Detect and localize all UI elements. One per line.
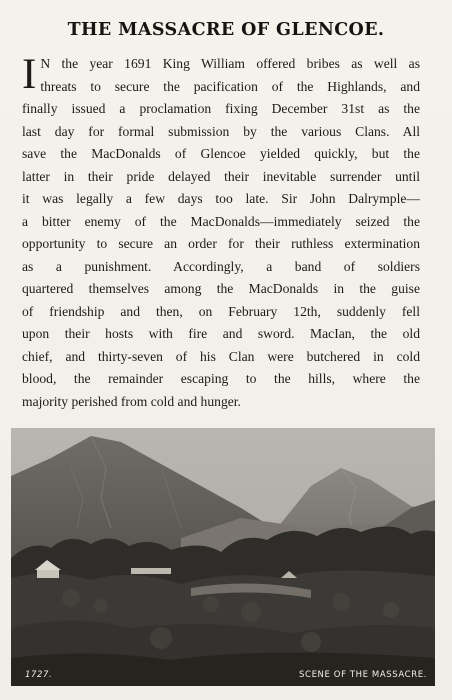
text-line: as a punishment. Accordingly, a band of soldiers [22, 258, 420, 274]
glencoe-scene-image [11, 428, 435, 686]
text-line: N the year 1691 King William offered bribes as well as [40, 56, 420, 71]
landscape-photo [11, 428, 435, 686]
text-line: chief, and thirty-seven of his Clan were butchered in cold [22, 348, 420, 364]
text-line: latter in their pride delayed their inevitable surrender until [22, 168, 420, 184]
text-line: upon their hosts with fire and sword. MacIan, the old [22, 326, 420, 341]
text-line: a bitter enemy of the MacDonalds—immediately seized the [22, 213, 420, 229]
photo-caption: SCENE OF THE MASSACRE. [299, 670, 427, 680]
text-line: blood, the remainder escaping to the hills, where the [22, 371, 420, 386]
text-line: threats to secure the pacification of the Highlands, and [40, 78, 420, 94]
text-line: majority perished from cold and hunger. [22, 393, 241, 409]
text-line: save the MacDonalds of Glencoe yielded quickly, but the [22, 146, 420, 161]
page-title: THE MASSACRE OF GLENCOE. [67, 20, 385, 40]
text-line: it was legally a few days too late. Sir John Dalrymple— [22, 191, 420, 206]
text-line: finally issued a proclamation fixing December 31st as the [22, 101, 420, 116]
article-body [22, 53, 420, 413]
text-line: quartered themselves among the MacDonalds in the guise [22, 281, 420, 296]
text-line: opportunity to secure an order for their ruthless extermination [22, 236, 420, 251]
drop-cap: I [22, 51, 37, 98]
text-line: last day for formal submission by the various Clans. All [22, 123, 420, 139]
text-line: of friendship and then, on February 12th, suddenly fell [22, 303, 420, 319]
photo-number: 1727. [25, 670, 53, 680]
